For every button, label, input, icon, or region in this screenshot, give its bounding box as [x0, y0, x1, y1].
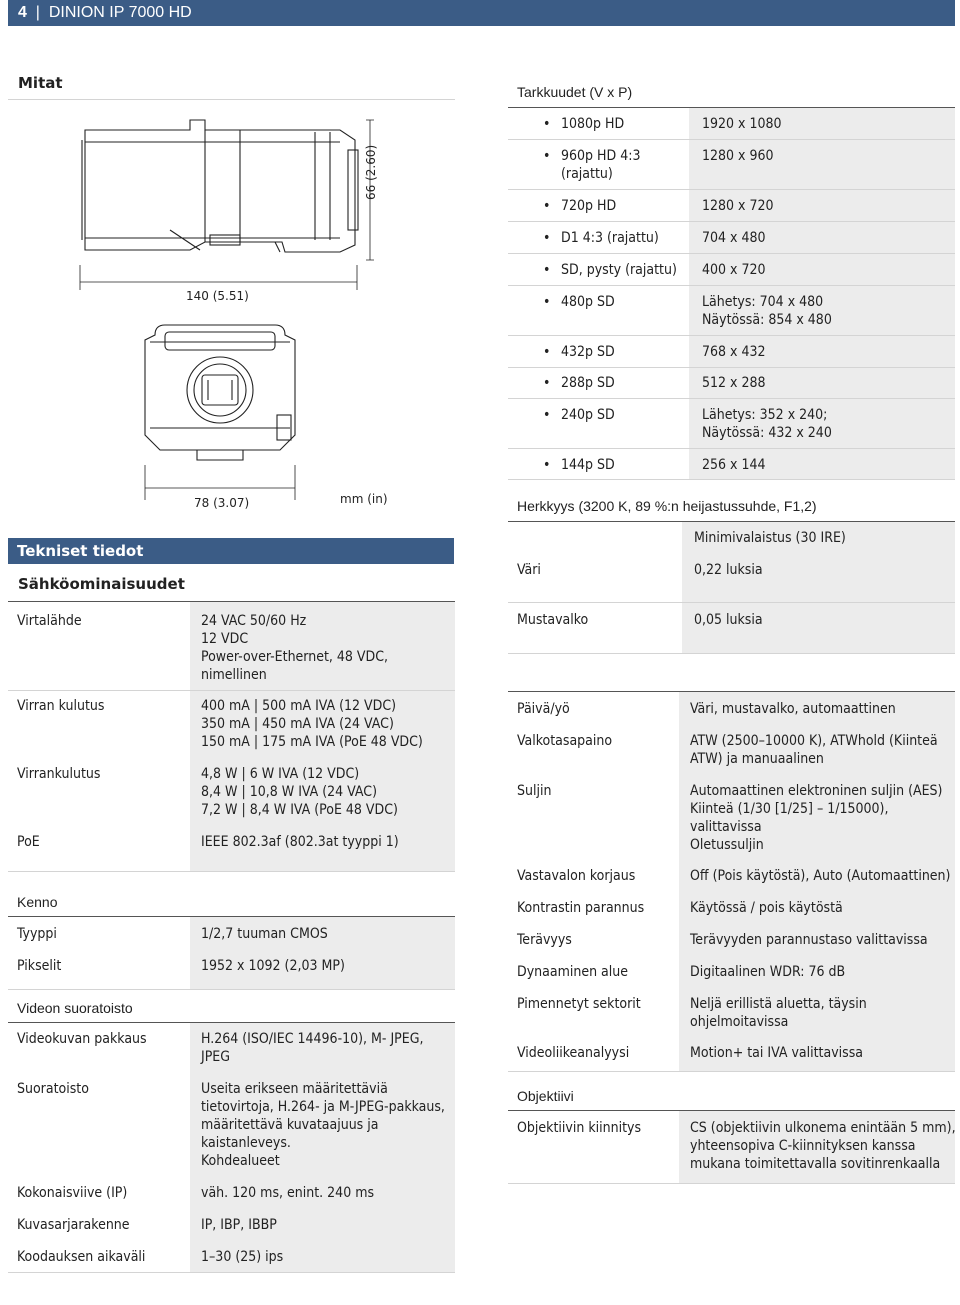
feature-value: ATW) ja manuaalinen: [690, 751, 824, 767]
spec-label: Tyyppi: [17, 926, 57, 942]
resolution-mode: • 432p SD: [561, 343, 615, 361]
feature-value: Motion+ tai IVA valittavissa: [690, 1045, 863, 1061]
spec-label: Virtalähde: [17, 613, 82, 629]
resolution-mode: • 240p SD: [561, 406, 615, 424]
resolution-value: Lähetys: 704 x 480: [702, 294, 824, 310]
resolutions-heading: Tarkkuudet (V x P): [517, 84, 633, 100]
resolution-value: 768 x 432: [702, 344, 766, 360]
divider: [8, 690, 455, 691]
feature-label: Dynaaminen alue: [517, 964, 629, 980]
resolution-mode: • D1 4:3 (rajattu): [561, 229, 659, 247]
divider: [508, 139, 955, 140]
feature-value: Kiinteä (1/30 [1/25] – 1/15000),: [690, 801, 889, 817]
spec-label: Pikselit: [17, 958, 62, 974]
lens-value: mukana toimitettavalla sovitinrenkaalla: [690, 1156, 941, 1172]
sensitivity-col-header: Minimivalaistus (30 IRE): [694, 530, 846, 546]
divider: [8, 99, 455, 100]
spec-value: Kohdealueet: [201, 1153, 280, 1169]
divider: [508, 602, 955, 603]
resolution-value: 512 x 288: [702, 375, 766, 391]
resolution-value: 400 x 720: [702, 262, 766, 278]
feature-value: Digitaalinen WDR: 76 dB: [690, 964, 846, 980]
lens-heading: Objektiivi: [517, 1088, 574, 1104]
divider: [508, 398, 955, 399]
spec-value: tietovirtoja, H.264- ja M-JPEG-pakkaus,: [201, 1099, 445, 1115]
feature-value: valittavissa: [690, 819, 762, 835]
divider: [8, 871, 455, 872]
spec-value: 4,8 W | 6 W IVA (12 VDC): [201, 766, 360, 782]
feature-label: Pimennetyt sektorit: [517, 996, 641, 1012]
spec-label: PoE: [17, 834, 40, 850]
spec-value: 7,2 W | 8,4 W IVA (PoE 48 VDC): [201, 802, 398, 818]
resolution-mode-cont: (rajattu): [561, 166, 613, 182]
spec-label: Videokuvan pakkaus: [17, 1031, 147, 1047]
spec-value: JPEG: [201, 1049, 231, 1065]
divider: [508, 221, 955, 222]
electrical-heading: Sähköominaisuudet: [18, 575, 185, 593]
divider: [8, 1272, 455, 1273]
resolution-mode: • 1080p HD: [561, 115, 624, 133]
resolution-value: 256 x 144: [702, 457, 766, 473]
feature-value: Käytössä / pois käytöstä: [690, 900, 843, 916]
divider: [508, 479, 955, 480]
resolution-mode: • 144p SD: [561, 456, 615, 474]
depth-label: 78 (3.07): [194, 496, 250, 510]
spec-value: nimellinen: [201, 667, 267, 683]
page-number: 4: [18, 4, 27, 21]
spec-value: 1–30 (25) ips: [201, 1249, 284, 1265]
resolution-value: Lähetys: 352 x 240;: [702, 407, 828, 423]
width-label: 140 (5.51): [186, 289, 249, 303]
spec-value: 12 VDC: [201, 631, 249, 647]
spec-value: väh. 120 ms, enint. 240 ms: [201, 1185, 375, 1201]
height-label: 66 (2.60): [364, 144, 378, 200]
divider: [8, 989, 455, 990]
tech-specs-title: Tekniset tiedot: [8, 538, 454, 564]
feature-label: Päivä/yö: [517, 701, 570, 717]
resolution-mode: • 720p HD: [561, 197, 616, 215]
spec-value: H.264 (ISO/IEC 14496-10), M- JPEG,: [201, 1031, 424, 1047]
feature-value: Off (Pois käytöstä), Auto (Automaattinen): [690, 868, 951, 884]
sensitivity-value: 0,22 luksia: [694, 562, 763, 578]
resolution-value: 1280 x 720: [702, 198, 774, 214]
divider: [508, 653, 955, 654]
spec-value: Useita erikseen määritettäviä: [201, 1081, 388, 1097]
resolution-mode: • 960p HD 4:3: [561, 147, 640, 165]
feature-label: Vastavalon korjaus: [517, 868, 636, 884]
spec-value: IP, IBP, IBBP: [201, 1217, 277, 1233]
divider: [508, 448, 955, 449]
resolution-value: 1920 x 1080: [702, 116, 782, 132]
sensitivity-label: Mustavalko: [517, 612, 589, 628]
divider: [508, 285, 955, 286]
feature-value: Oletussuljin: [690, 837, 764, 853]
units-label: mm (in): [340, 492, 388, 506]
resolution-mode: • SD, pysty (rajattu): [561, 261, 677, 279]
feature-value: ATW (2500–10000 K), ATWhold (Kiinteä: [690, 733, 938, 749]
sensitivity-value: 0,05 luksia: [694, 612, 763, 628]
spec-value: 350 mA | 450 mA IVA (24 VAC): [201, 716, 394, 732]
feature-value: ohjelmoitavissa: [690, 1014, 789, 1030]
spec-value: 1952 x 1092 (2,03 MP): [201, 958, 345, 974]
spec-label: Suoratoisto: [17, 1081, 89, 1097]
feature-value: Väri, mustavalko, automaattinen: [690, 701, 896, 717]
resolution-value-cont: Näytössä: 432 x 240: [702, 425, 832, 441]
divider: [508, 1071, 955, 1072]
divider: [508, 1183, 955, 1184]
sensor-heading: Kenno: [17, 894, 58, 910]
spec-label: Virrankulutus: [17, 766, 101, 782]
feature-value: Automaattinen elektroninen suljin (AES): [690, 783, 943, 799]
spec-value: IEEE 802.3af (802.3at tyyppi 1): [201, 834, 399, 850]
feature-value: Terävyyden parannustaso valittavissa: [690, 932, 928, 948]
divider: [508, 253, 955, 254]
spec-value: määritettävä kuvataajuus ja: [201, 1117, 379, 1133]
divider: [508, 189, 955, 190]
spec-value: 8,4 W | 10,8 W IVA (24 VAC): [201, 784, 377, 800]
feature-label: Kontrastin parannus: [517, 900, 645, 916]
feature-label: Suljin: [517, 783, 552, 799]
lens-value: yhteensopiva C-kiinnityksen kanssa: [690, 1138, 916, 1154]
page-header: [8, 0, 955, 26]
resolution-value-cont: Näytössä: 854 x 480: [702, 312, 832, 328]
feature-label: Valkotasapaino: [517, 733, 613, 749]
spec-label: Kuvasarjarakenne: [17, 1217, 130, 1233]
resolution-mode: • 480p SD: [561, 293, 615, 311]
dimensions-heading: Mitat: [18, 74, 63, 92]
resolution-value: 704 x 480: [702, 230, 766, 246]
spec-value: Power-over-Ethernet, 48 VDC,: [201, 649, 389, 665]
product-name: DINION IP 7000 HD: [48, 4, 192, 21]
divider: [508, 335, 955, 336]
divider: [508, 367, 955, 368]
resolution-mode: • 288p SD: [561, 374, 615, 392]
feature-label: Terävyys: [517, 932, 572, 948]
spec-value: 24 VAC 50/60 Hz: [201, 613, 307, 629]
spec-value: 150 mA | 175 mA IVA (PoE 48 VDC): [201, 734, 423, 750]
spec-value: 1/2,7 tuuman CMOS: [201, 926, 328, 942]
spec-label: Koodauksen aikaväli: [17, 1249, 146, 1265]
spec-label: Virran kulutus: [17, 698, 105, 714]
sensitivity-heading: Herkkyys (3200 K, 89 %:n heijastussuhde, F1,2): [517, 498, 817, 514]
sensitivity-label: Väri: [517, 562, 541, 578]
spec-value: kaistanleveys.: [201, 1135, 291, 1151]
lens-value: CS (objektiivin ulkonema enintään 5 mm),: [690, 1120, 956, 1136]
spec-label: Kokonaisviive (IP): [17, 1185, 128, 1201]
header-divider: |: [31, 4, 45, 21]
feature-label: Videoliikeanalyysi: [517, 1045, 630, 1061]
dimension-drawing: [70, 110, 410, 510]
lens-label: Objektiivin kiinnitys: [517, 1120, 642, 1136]
spec-value: 400 mA | 500 mA IVA (12 VDC): [201, 698, 397, 714]
resolution-value: 1280 x 960: [702, 148, 774, 164]
feature-value: Neljä erillistä aluetta, täysin: [690, 996, 867, 1012]
stream-heading: Videon suoratoisto: [17, 1000, 133, 1016]
